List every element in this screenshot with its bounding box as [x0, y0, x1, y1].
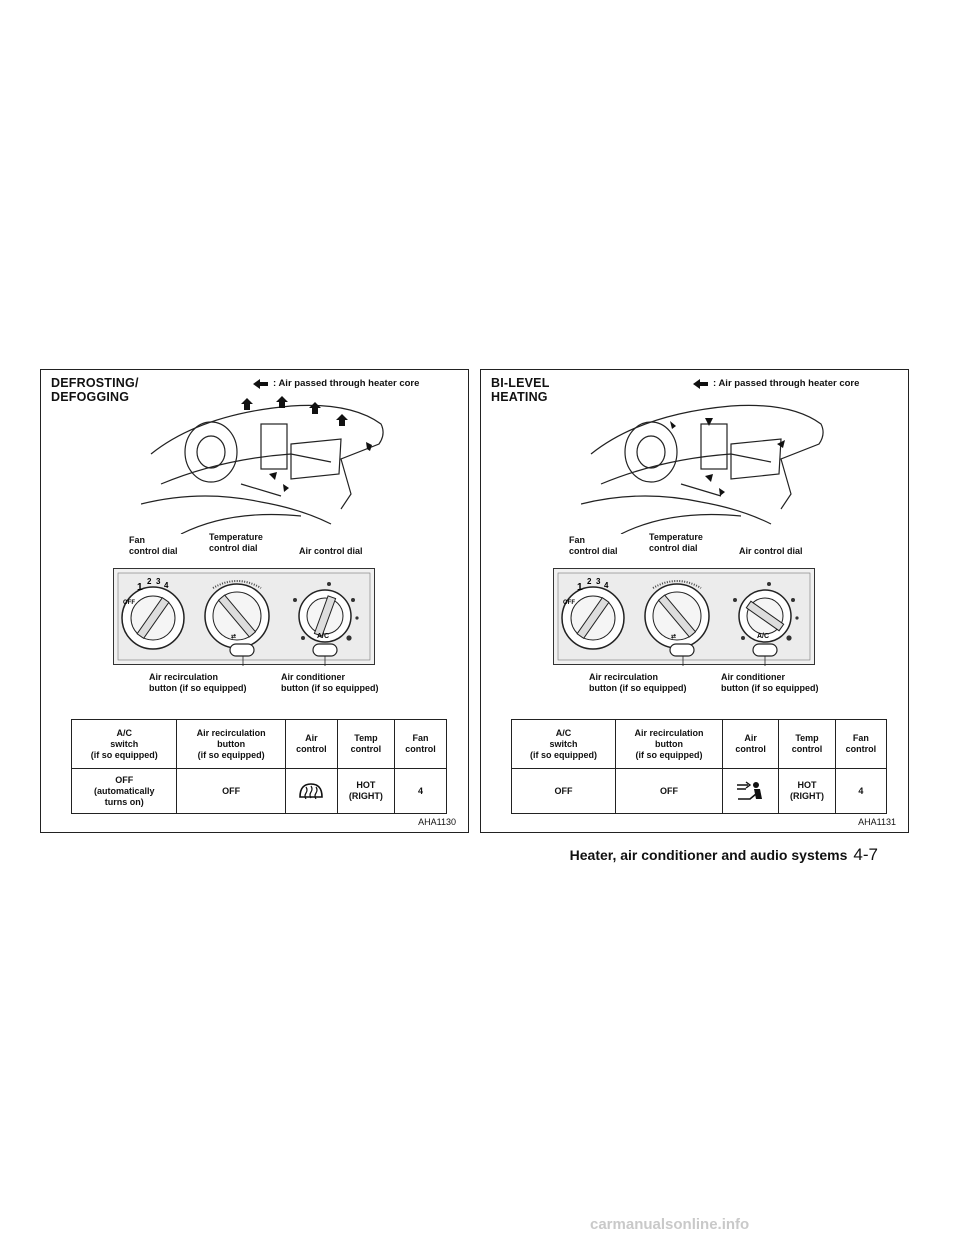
- fan-dial-label: Fan control dial: [569, 535, 618, 556]
- table-row: [72, 769, 447, 814]
- svg-text:1: 1: [577, 582, 583, 593]
- svg-text:2: 2: [587, 577, 592, 586]
- recirculation-mark: ⇄: [671, 634, 677, 640]
- page-footer: [570, 845, 878, 865]
- control-panel-illustration: [553, 568, 815, 666]
- svg-text:4: 4: [604, 581, 609, 590]
- svg-text:OFF: OFF: [123, 600, 135, 606]
- settings-table: [71, 719, 447, 814]
- ac-button[interactable]: [313, 644, 337, 656]
- header-fan-control: Fan control: [394, 720, 446, 769]
- recirculation-button-label: Air recirculation button (if so equipped): [149, 672, 247, 693]
- fan-dial-label: Fan control dial: [129, 535, 178, 556]
- header-temp-control: Temp control: [779, 720, 835, 769]
- header-ac-switch: A/C switch (if so equipped): [72, 720, 177, 769]
- svg-text:A/C: A/C: [757, 633, 770, 640]
- air-dial-label: Air control dial: [299, 546, 363, 556]
- settings-table: [511, 719, 887, 814]
- recirculation-button[interactable]: [670, 644, 694, 656]
- svg-text:2: 2: [147, 577, 152, 586]
- figure-code: AHA1130: [418, 817, 456, 827]
- svg-text:OFF: OFF: [563, 600, 575, 606]
- figure-title: DEFROSTING/ DEFOGGING: [51, 376, 139, 404]
- cell-air-control: [722, 769, 778, 814]
- cell-temp-control: HOT (RIGHT): [779, 769, 835, 814]
- cell-fan-control: 4: [394, 769, 446, 814]
- header-ac-switch: A/C switch (if so equipped): [512, 720, 616, 769]
- svg-text:3: 3: [596, 577, 601, 586]
- ac-button[interactable]: [753, 644, 777, 656]
- watermark: carmanualsonline.info: [590, 1216, 750, 1233]
- header-temp-control: Temp control: [337, 720, 394, 769]
- cell-air-recirculation: OFF: [616, 769, 723, 814]
- cell-ac-switch: OFF: [512, 769, 616, 814]
- legend: : Air passed through heater core: [693, 378, 859, 389]
- cell-fan-control: 4: [835, 769, 886, 814]
- recirculation-button[interactable]: [230, 644, 254, 656]
- figure-code: AHA1131: [858, 817, 896, 827]
- dashboard-illustration: [141, 384, 391, 534]
- recirculation-mark: ⇄: [231, 634, 237, 640]
- header-air-control: Air control: [722, 720, 778, 769]
- header-air-recirculation: Air recirculation button (if so equipped): [616, 720, 723, 769]
- temperature-dial-label: Temperature control dial: [209, 532, 263, 553]
- air-dial-label: Air control dial: [739, 546, 803, 556]
- defrost-icon: [298, 781, 324, 799]
- page-number: 4-7: [853, 845, 878, 864]
- header-air-control: Air control: [285, 720, 337, 769]
- header-fan-control: Fan control: [835, 720, 886, 769]
- cell-air-recirculation: OFF: [177, 769, 285, 814]
- table-header-row: [512, 720, 887, 769]
- table-header-row: [72, 720, 447, 769]
- figure-title: BI-LEVEL HEATING: [491, 376, 550, 404]
- recirculation-button-label: Air recirculation button (if so equipped): [589, 672, 687, 693]
- ac-button-label: Air conditioner button (if so equipped): [281, 672, 379, 693]
- cell-temp-control: HOT (RIGHT): [337, 769, 394, 814]
- cell-ac-switch: OFF (automatically turns on): [72, 769, 177, 814]
- dashboard-illustration: [581, 384, 831, 534]
- figure-bi-level-heating: [480, 369, 909, 833]
- svg-text:1: 1: [137, 582, 143, 593]
- bi-level-vent-icon: [734, 779, 768, 801]
- svg-text:3: 3: [156, 577, 161, 586]
- table-row: [512, 769, 887, 814]
- svg-text:4: 4: [164, 581, 169, 590]
- ac-button-label: Air conditioner button (if so equipped): [721, 672, 819, 693]
- section-title: Heater, air conditioner and audio systems: [569, 847, 848, 863]
- temperature-dial-label: Temperature control dial: [649, 532, 703, 553]
- figure-defrosting: [40, 369, 469, 833]
- control-panel-illustration: [113, 568, 375, 666]
- svg-text:A/C: A/C: [317, 633, 330, 640]
- legend: : Air passed through heater core: [253, 378, 419, 389]
- header-air-recirculation: Air recirculation button (if so equipped): [177, 720, 285, 769]
- cell-air-control: [285, 769, 337, 814]
